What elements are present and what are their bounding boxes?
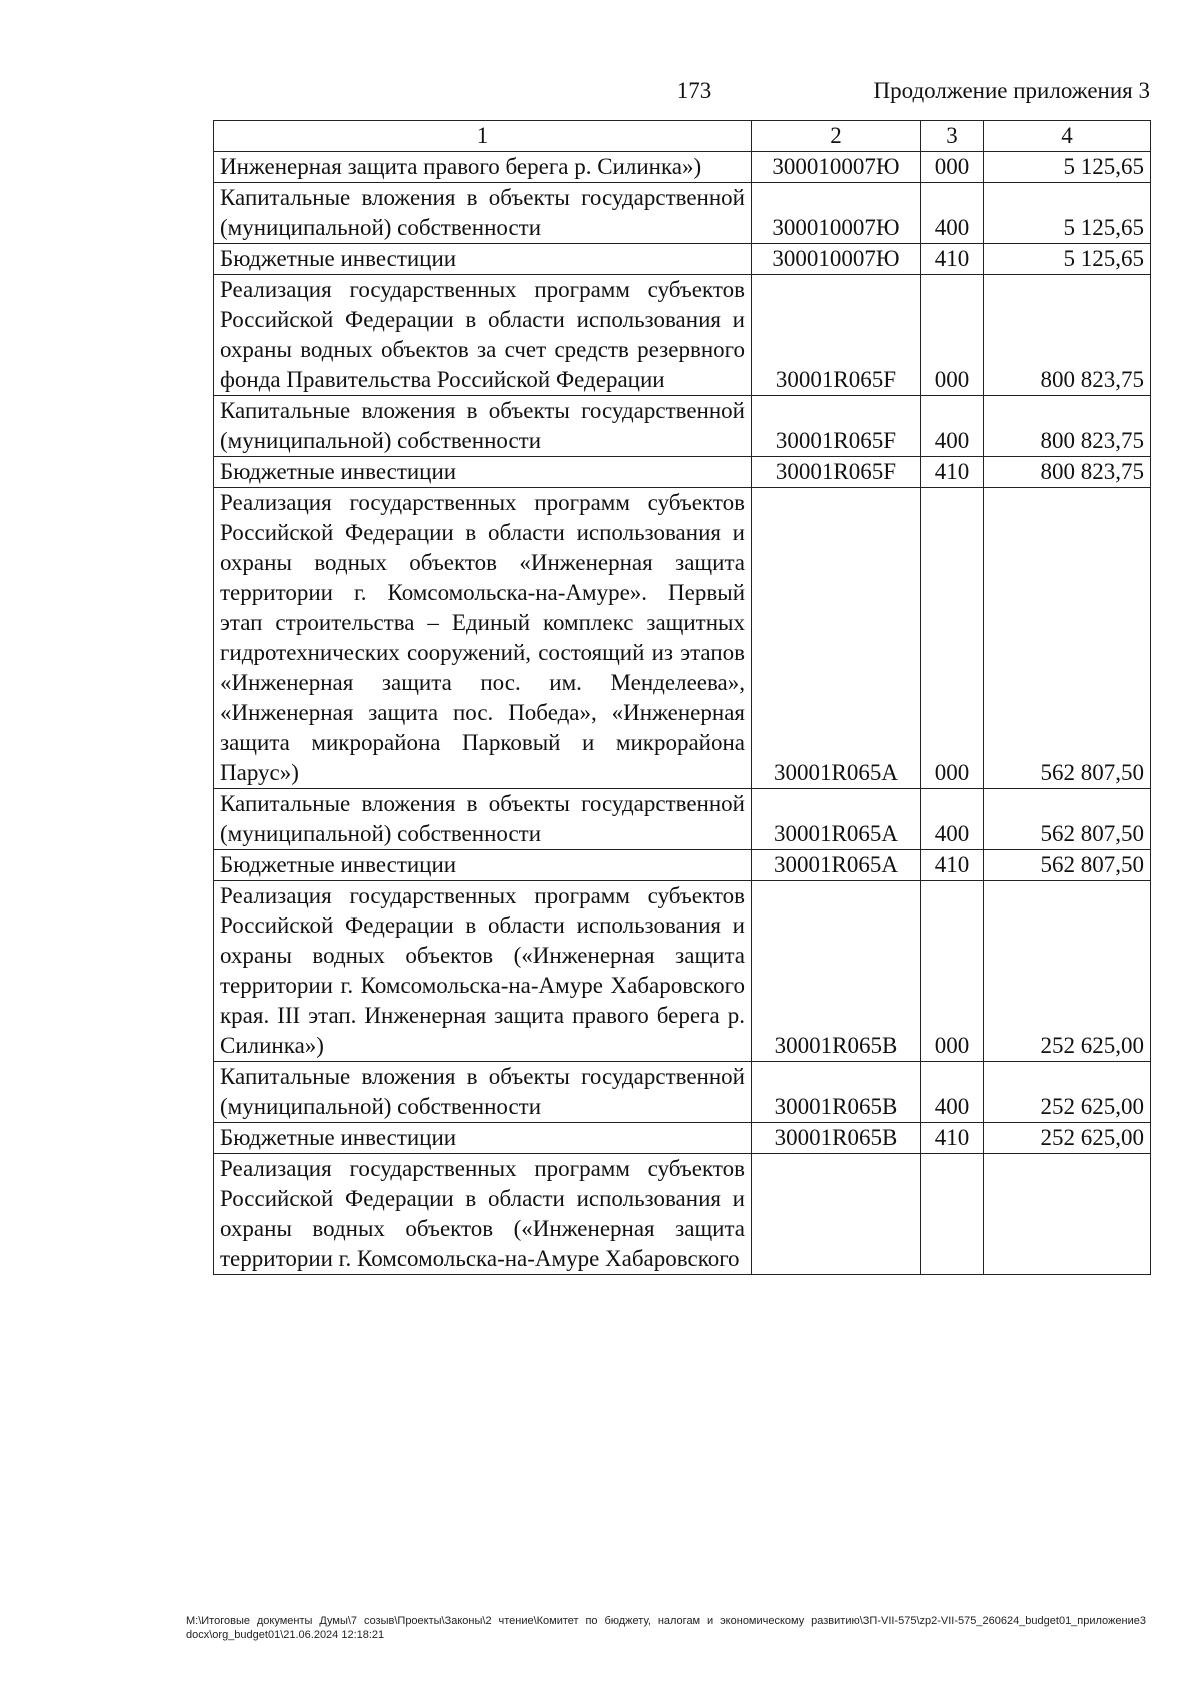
row-amount: 5 125,65 (984, 183, 1151, 244)
table-row (214, 457, 1151, 488)
row-name: Инженерная защита правого берега р. Силинка») (214, 152, 752, 183)
table-row (214, 244, 1151, 275)
row-amount: 252 625,00 (984, 1123, 1151, 1154)
row-code: 300010007Ю (752, 244, 921, 275)
row-name: Капитальные вложения в объекты государственной (муниципальной) собственности (214, 789, 752, 850)
row-name: Бюджетные инвестиции (214, 457, 752, 488)
row-type: 000 (921, 488, 984, 789)
row-name: Капитальные вложения в объекты государственной (муниципальной) собственности (214, 396, 752, 457)
row-type: 000 (921, 152, 984, 183)
row-type: 410 (921, 1123, 984, 1154)
row-name: Реализация государственных программ субъектов Российской Федерации в области использования и охраны водных объектов («Инженерная защита территории г. Комсомольска-на-Амуре Хабаровского (214, 1154, 752, 1275)
row-code: 30001R065A (752, 488, 921, 789)
row-name: Реализация государственных программ субъектов Российской Федерации в области использования и охраны водных объектов («Инженерная защита территории г. Комсомольска-на-Амуре Хабаровского края. III этап. Инженерная защита правого берега р. Силинка») (214, 881, 752, 1062)
row-code: 300010007Ю (752, 183, 921, 244)
row-code: 300010007Ю (752, 152, 921, 183)
row-code: 30001R065B (752, 1062, 921, 1123)
row-amount: 5 125,65 (984, 244, 1151, 275)
row-code: 30001R065F (752, 396, 921, 457)
column-header-2: 2 (752, 121, 921, 152)
table-row (214, 789, 1151, 850)
row-name: Бюджетные инвестиции (214, 244, 752, 275)
row-code: 30001R065F (752, 275, 921, 396)
row-amount: 252 625,00 (984, 881, 1151, 1062)
row-amount: 562 807,50 (984, 850, 1151, 881)
table-row (214, 1062, 1151, 1123)
row-amount: 800 823,75 (984, 457, 1151, 488)
row-code: 30001R065B (752, 1123, 921, 1154)
table-row (214, 183, 1151, 244)
row-amount: 562 807,50 (984, 488, 1151, 789)
budget-table (213, 120, 1151, 1275)
row-name: Реализация государственных программ субъектов Российской Федерации в области использования и охраны водных объектов за счет средств резервного фонда Правительства Российской Федерации (214, 275, 752, 396)
row-type: 000 (921, 881, 984, 1062)
column-header-1: 1 (214, 121, 752, 152)
file-path-footer: М:\Итоговые документы Думы\7 созыв\Проекты\Законы\2 чтение\Комитет по бюджету, налогам и экономическому развитию\ЗП-VII-575\zp2-VII-575_260624_budget01_приложение3 docx\org_budget01\21.06.2024 12:18:21 (186, 1615, 1146, 1641)
row-amount: 5 125,65 (984, 152, 1151, 183)
row-type (921, 1154, 984, 1275)
row-type: 400 (921, 789, 984, 850)
row-type: 410 (921, 244, 984, 275)
row-code: 30001R065A (752, 789, 921, 850)
row-type: 400 (921, 183, 984, 244)
table-row (214, 1123, 1151, 1154)
row-code: 30001R065A (752, 850, 921, 881)
row-amount: 562 807,50 (984, 789, 1151, 850)
table-row (214, 396, 1151, 457)
row-name: Реализация государственных программ субъектов Российской Федерации в области использования и охраны водных объектов «Инженерная защита территории г. Комсомольска-на-Амуре». Первый этап строительства – Единый комплекс защитных гидротехнических сооружений, состоящий из этапов «Инженерная защита пос. им. Менделеева», «Инженерная защита пос. Победа», «Инженерная защита микрорайона Парковый и микрорайона Парус») (214, 488, 752, 789)
continuation-label: Продолжение приложения 3 (873, 78, 1150, 103)
row-type: 000 (921, 275, 984, 396)
column-header-4: 4 (984, 121, 1151, 152)
row-type: 410 (921, 457, 984, 488)
row-name: Бюджетные инвестиции (214, 850, 752, 881)
table-row (214, 881, 1151, 1062)
header-row (214, 121, 1151, 152)
table-row (214, 850, 1151, 881)
table-row (214, 1154, 1151, 1275)
column-header-3: 3 (921, 121, 984, 152)
row-name: Капитальные вложения в объекты государственной (муниципальной) собственности (214, 183, 752, 244)
row-name: Бюджетные инвестиции (214, 1123, 752, 1154)
page-number: 173 (676, 78, 712, 103)
row-code (752, 1154, 921, 1275)
row-name: Капитальные вложения в объекты государственной (муниципальной) собственности (214, 1062, 752, 1123)
row-code: 30001R065B (752, 881, 921, 1062)
table-row (214, 275, 1151, 396)
table-row (214, 152, 1151, 183)
row-amount: 252 625,00 (984, 1062, 1151, 1123)
row-amount (984, 1154, 1151, 1275)
row-amount: 800 823,75 (984, 396, 1151, 457)
row-type: 410 (921, 850, 984, 881)
table-row (214, 488, 1151, 789)
row-type: 400 (921, 396, 984, 457)
row-code: 30001R065F (752, 457, 921, 488)
row-type: 400 (921, 1062, 984, 1123)
row-amount: 800 823,75 (984, 275, 1151, 396)
